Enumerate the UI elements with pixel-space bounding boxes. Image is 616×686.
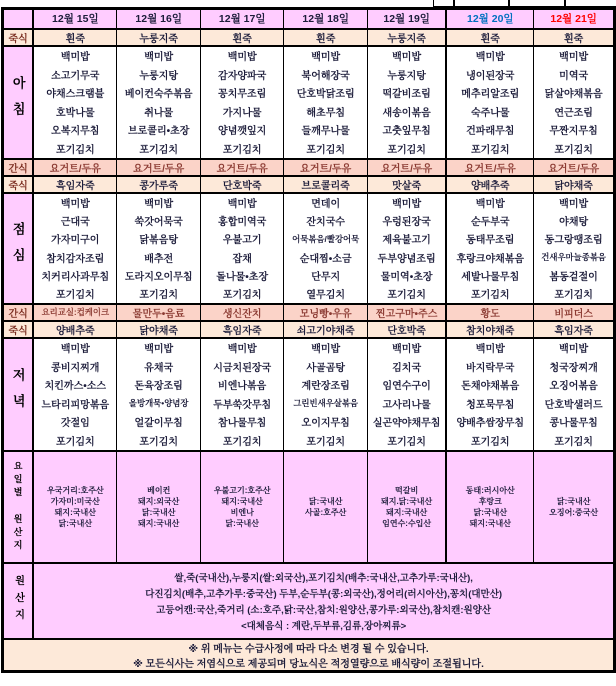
porridge-cell: 닭야채죽 — [117, 321, 201, 338]
porridge-cell: 누룽지죽 — [117, 29, 201, 46]
cutoff-cell — [565, 0, 616, 7]
porridge-cell: 흰죽 — [534, 29, 615, 46]
porridge-cell: 참치야채죽 — [446, 321, 534, 338]
menu-table — [1, 7, 616, 673]
date-header-row — [3, 9, 615, 29]
breakfast-menu-cell: 백미밥 미역국 닭살야채볶음 연근조림 무짠지무침 포기김치 — [534, 46, 615, 159]
snack-cell: 황도 — [446, 304, 534, 321]
snack-label: 간식 — [3, 304, 34, 321]
snack-label: 간식 — [3, 159, 34, 176]
breakfast-menu-cell: 백미밥 소고기무국 야채스크램블 호박나물 오복지무침 포기김치 — [33, 46, 117, 159]
date-fri: 12월 19일 — [368, 9, 447, 29]
porridge-cell: 맛살죽 — [368, 176, 447, 193]
porridge-cell: 단호박죽 — [201, 176, 284, 193]
origin-row — [3, 563, 615, 639]
lunch-menu-cell: 백미밥 근대국 가자미구이 참치감자조림 치커리사과무침 포기김치 — [33, 193, 117, 304]
dinner-menu-cell: 백미밥 콩비지찌개 치킨까스•소스 느타리피망볶음 갓절임 포기김치 — [33, 338, 117, 451]
snack-cell: 요거트/두유 — [368, 159, 447, 176]
lunch-label: 점심 — [3, 193, 34, 304]
porridge-cell: 흑임자죽 — [201, 321, 284, 338]
cutoff-row-remnant — [433, 0, 616, 7]
porridge-cell: 누룽지죽 — [368, 29, 447, 46]
snack-cell: 비피더스 — [534, 304, 615, 321]
snack-cell: 모닝빵•우유 — [284, 304, 368, 321]
daily-origin-cell: 닭:국내산 오징어:중국산 — [534, 451, 615, 563]
lunch-menu-cell: 백미밥 우렁된장국 제육불고기 두부양념조림 물미역•초장 포기김치 — [368, 193, 447, 304]
lunch-menu-cell: 백미밥 홍합미역국 우불고기 잡채 돌나물•초장 포기김치 — [201, 193, 284, 304]
corner-cell — [3, 9, 34, 29]
breakfast-menu-cell: 백미밥 냉이된장국 메추리알조림 숙주나물 건파래무침 포기김치 — [446, 46, 534, 159]
daily-origin-cell: 닭:국내산 사골:호주산 — [284, 451, 368, 563]
snack-cell: 요거트/두유 — [284, 159, 368, 176]
daily-origin-cell: 베이컨 돼지:외국산 닭:국내산 돼지:국내산 — [117, 451, 201, 563]
lunch-menu-cell: 백미밥 순두부국 동태무조림 후랑크야채볶음 세발나물무침 포기김치 — [446, 193, 534, 304]
lunch-row — [3, 193, 615, 304]
porridge-cell: 닭야채죽 — [534, 176, 615, 193]
snack-cell: 요거트/두유 — [33, 159, 117, 176]
porridge-cell: 흰죽 — [284, 29, 368, 46]
porridge-cell: 브로콜리죽 — [284, 176, 368, 193]
porridge-label: 죽식 — [3, 321, 34, 338]
origin-label: 원산지 — [3, 563, 34, 639]
snack-cell: 요거트/두유 — [534, 159, 615, 176]
date-sat: 12월 20일 — [446, 9, 534, 29]
date-tue: 12월 16일 — [117, 9, 201, 29]
lunch-menu-cell: 면데이 잔치국수 어묵볶음/빨강어묵 순대찜•소금 단무지 열무김치 — [284, 193, 368, 304]
porridge-cell: 양배추죽 — [446, 176, 534, 193]
dinner-row — [3, 338, 615, 451]
breakfast-menu-cell: 백미밥 감자양파국 꽁치무조림 가지나물 양념깻잎지 포기김치 — [201, 46, 284, 159]
dinner-menu-cell: 백미밥 사골곰탕 계란장조림 그린빈새우살볶음 오이지무침 포기김치 — [284, 338, 368, 451]
porridge-cell: 흰죽 — [446, 29, 534, 46]
dinner-menu-cell: 백미밥 시금치된장국 비엔나볶음 두부쑥갓무침 참나물무침 포기김치 — [201, 338, 284, 451]
snack-cell: 요거트/두유 — [117, 159, 201, 176]
porridge-cell: 흑임자죽 — [33, 176, 117, 193]
daily-origin-row — [3, 451, 615, 563]
breakfast-menu-cell: 백미밥 누룽지탕 베이컨숙주볶음 취나물 브로콜리•초장 포기김치 — [117, 46, 201, 159]
porridge-cell: 콩가루죽 — [117, 176, 201, 193]
dinner-menu-cell: 백미밥 바지락무국 돈채야채볶음 청포묵무침 양배추쌈장무침 포기김치 — [446, 338, 534, 451]
footer-row — [3, 639, 615, 672]
snack-cell: 요거트/두유 — [201, 159, 284, 176]
dinner-menu-cell: 백미밥 김치국 임연수구이 고사리나물 실곤약야채무침 포기김치 — [368, 338, 447, 451]
daily-origin-cell: 떡갈비 돼지.닭:국내산 돼지:국내산 임연수:수입산 — [368, 451, 447, 563]
date-mon: 12월 15일 — [33, 9, 117, 29]
daily-origin-cell: 우국거리:호주산 가자미:미국산 돼지:국내산 닭:국내산 — [33, 451, 117, 563]
snack-row-afternoon — [3, 304, 615, 321]
date-sun: 12월 21일 — [534, 9, 615, 29]
cutoff-cell — [433, 0, 454, 7]
breakfast-row — [3, 46, 615, 159]
porridge-cell: 쇠고기야채죽 — [284, 321, 368, 338]
footer-notes: ※ 위 메뉴는 수급사정에 따라 다소 변경 될 수 있습니다. ※ 모든식사는 저염식으로 제공되며 당뇨식은 적정열량으로 배식량이 조절됩니다. — [3, 639, 615, 672]
breakfast-menu-cell: 백미밥 누룽지탕 떡갈비조림 새송이볶음 고춧잎무침 포기김치 — [368, 46, 447, 159]
porridge-cell: 단호박죽 — [368, 321, 447, 338]
daily-origin-cell: 동태:러시아산 후랑크 닭:국내산 돼지:국내산 — [446, 451, 534, 563]
porridge-cell: 흑임자죽 — [534, 321, 615, 338]
snack-cell: 생신잔치 — [201, 304, 284, 321]
dinner-menu-cell: 백미밥 유채국 돈육장조림 올방개묵•양념장 얼갈이무침 포기김치 — [117, 338, 201, 451]
porridge-cell: 흰죽 — [201, 29, 284, 46]
snack-cell: 요리교실:컵케이크 — [33, 304, 117, 321]
porridge-row-morning — [3, 29, 615, 46]
snack-cell: 요거트/두유 — [446, 159, 534, 176]
porridge-label: 죽식 — [3, 29, 34, 46]
lunch-menu-cell: 백미밥 야채탕 동그랑땡조림 건새우마늘종볶음 봄동겉절이 포기김치 — [534, 193, 615, 304]
porridge-cell: 양배추죽 — [33, 321, 117, 338]
porridge-label: 죽식 — [3, 176, 34, 193]
porridge-row-evening — [3, 321, 615, 338]
snack-row-morning — [3, 159, 615, 176]
snack-cell: 찐고구마•주스 — [368, 304, 447, 321]
date-thu: 12월 18일 — [284, 9, 368, 29]
porridge-cell: 흰죽 — [33, 29, 117, 46]
porridge-row-noon — [3, 176, 615, 193]
breakfast-menu-cell: 백미밥 북어해장국 단호박닭조림 해초무침 들깨무나물 포기김치 — [284, 46, 368, 159]
snack-cell: 물만두•음료 — [117, 304, 201, 321]
lunch-menu-cell: 백미밥 쑥갓어묵국 닭볶음탕 배추전 도라지오이무침 포기김치 — [117, 193, 201, 304]
origin-notes: 쌀,죽(국내산),누룽지(쌀:외국산),포기김치(배추:국내산,고추가루:국내산), 다진김치(배추,고추가루:중국산) 두부,순두부(콩:외국산),정어리(러시아산),꽁치(대만산) 고등어캔:국산,죽거리 (소:호주,닭:국산,참치:원양산,콩가루:외국산),참치캔:원양산 <대체음식 : 계란,두부류,김류,장아찌류> — [33, 563, 614, 639]
daily-origin-cell: 우불고기:호주산 돼지:국내산 비엔나 닭:국내산 — [201, 451, 284, 563]
breakfast-label: 아침 — [3, 46, 34, 159]
dinner-label: 저녁 — [3, 338, 34, 451]
date-wed: 12월 17일 — [201, 9, 284, 29]
cutoff-cell — [509, 0, 565, 7]
cutoff-cell — [454, 0, 509, 7]
daily-origin-label: 요일별 원산지 — [3, 451, 34, 563]
dinner-menu-cell: 백미밥 청국장찌개 오징어볶음 단호박샐러드 콩나물무침 포기김치 — [534, 338, 615, 451]
